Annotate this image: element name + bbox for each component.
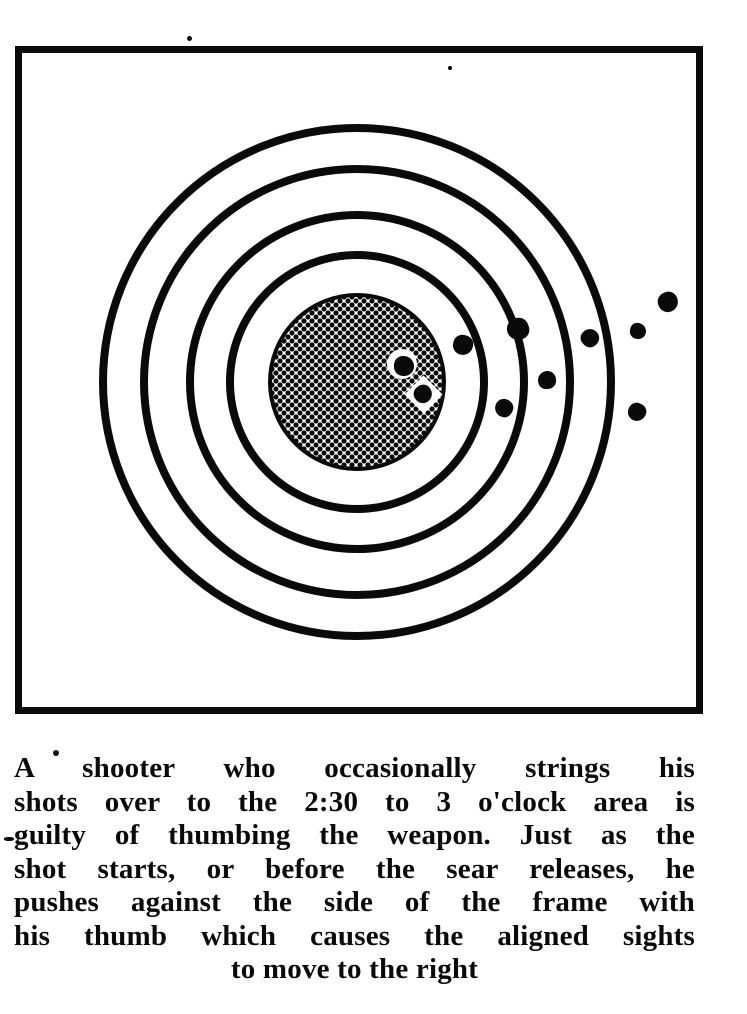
- caption-line-3: guilty of thumbing the weapon. Just as the: [14, 819, 695, 851]
- bullet-hole: [625, 400, 649, 424]
- caption-line-6: his thumb which causes the aligned sights: [14, 919, 695, 952]
- caption-line-2: shots over to the 2:30 to 3 o'clock area is: [14, 785, 695, 818]
- scan-speck: [448, 66, 452, 70]
- scan-speck: [4, 837, 14, 841]
- caption-line-1: A shooter who occasionally strings his: [14, 752, 695, 784]
- bullet-hole: [655, 289, 682, 316]
- figure-caption: [14, 752, 695, 987]
- caption-line-4: shot starts, or before the sear releases, he: [14, 852, 695, 885]
- scan-speck: [187, 36, 192, 41]
- bullet-hole: [629, 322, 648, 341]
- caption-line-7: to move to the right: [230, 953, 479, 985]
- bullet-hole: [394, 356, 414, 376]
- caption-line-5: pushes against the side of the frame with: [14, 886, 695, 918]
- scan-speck: [480, 377, 486, 383]
